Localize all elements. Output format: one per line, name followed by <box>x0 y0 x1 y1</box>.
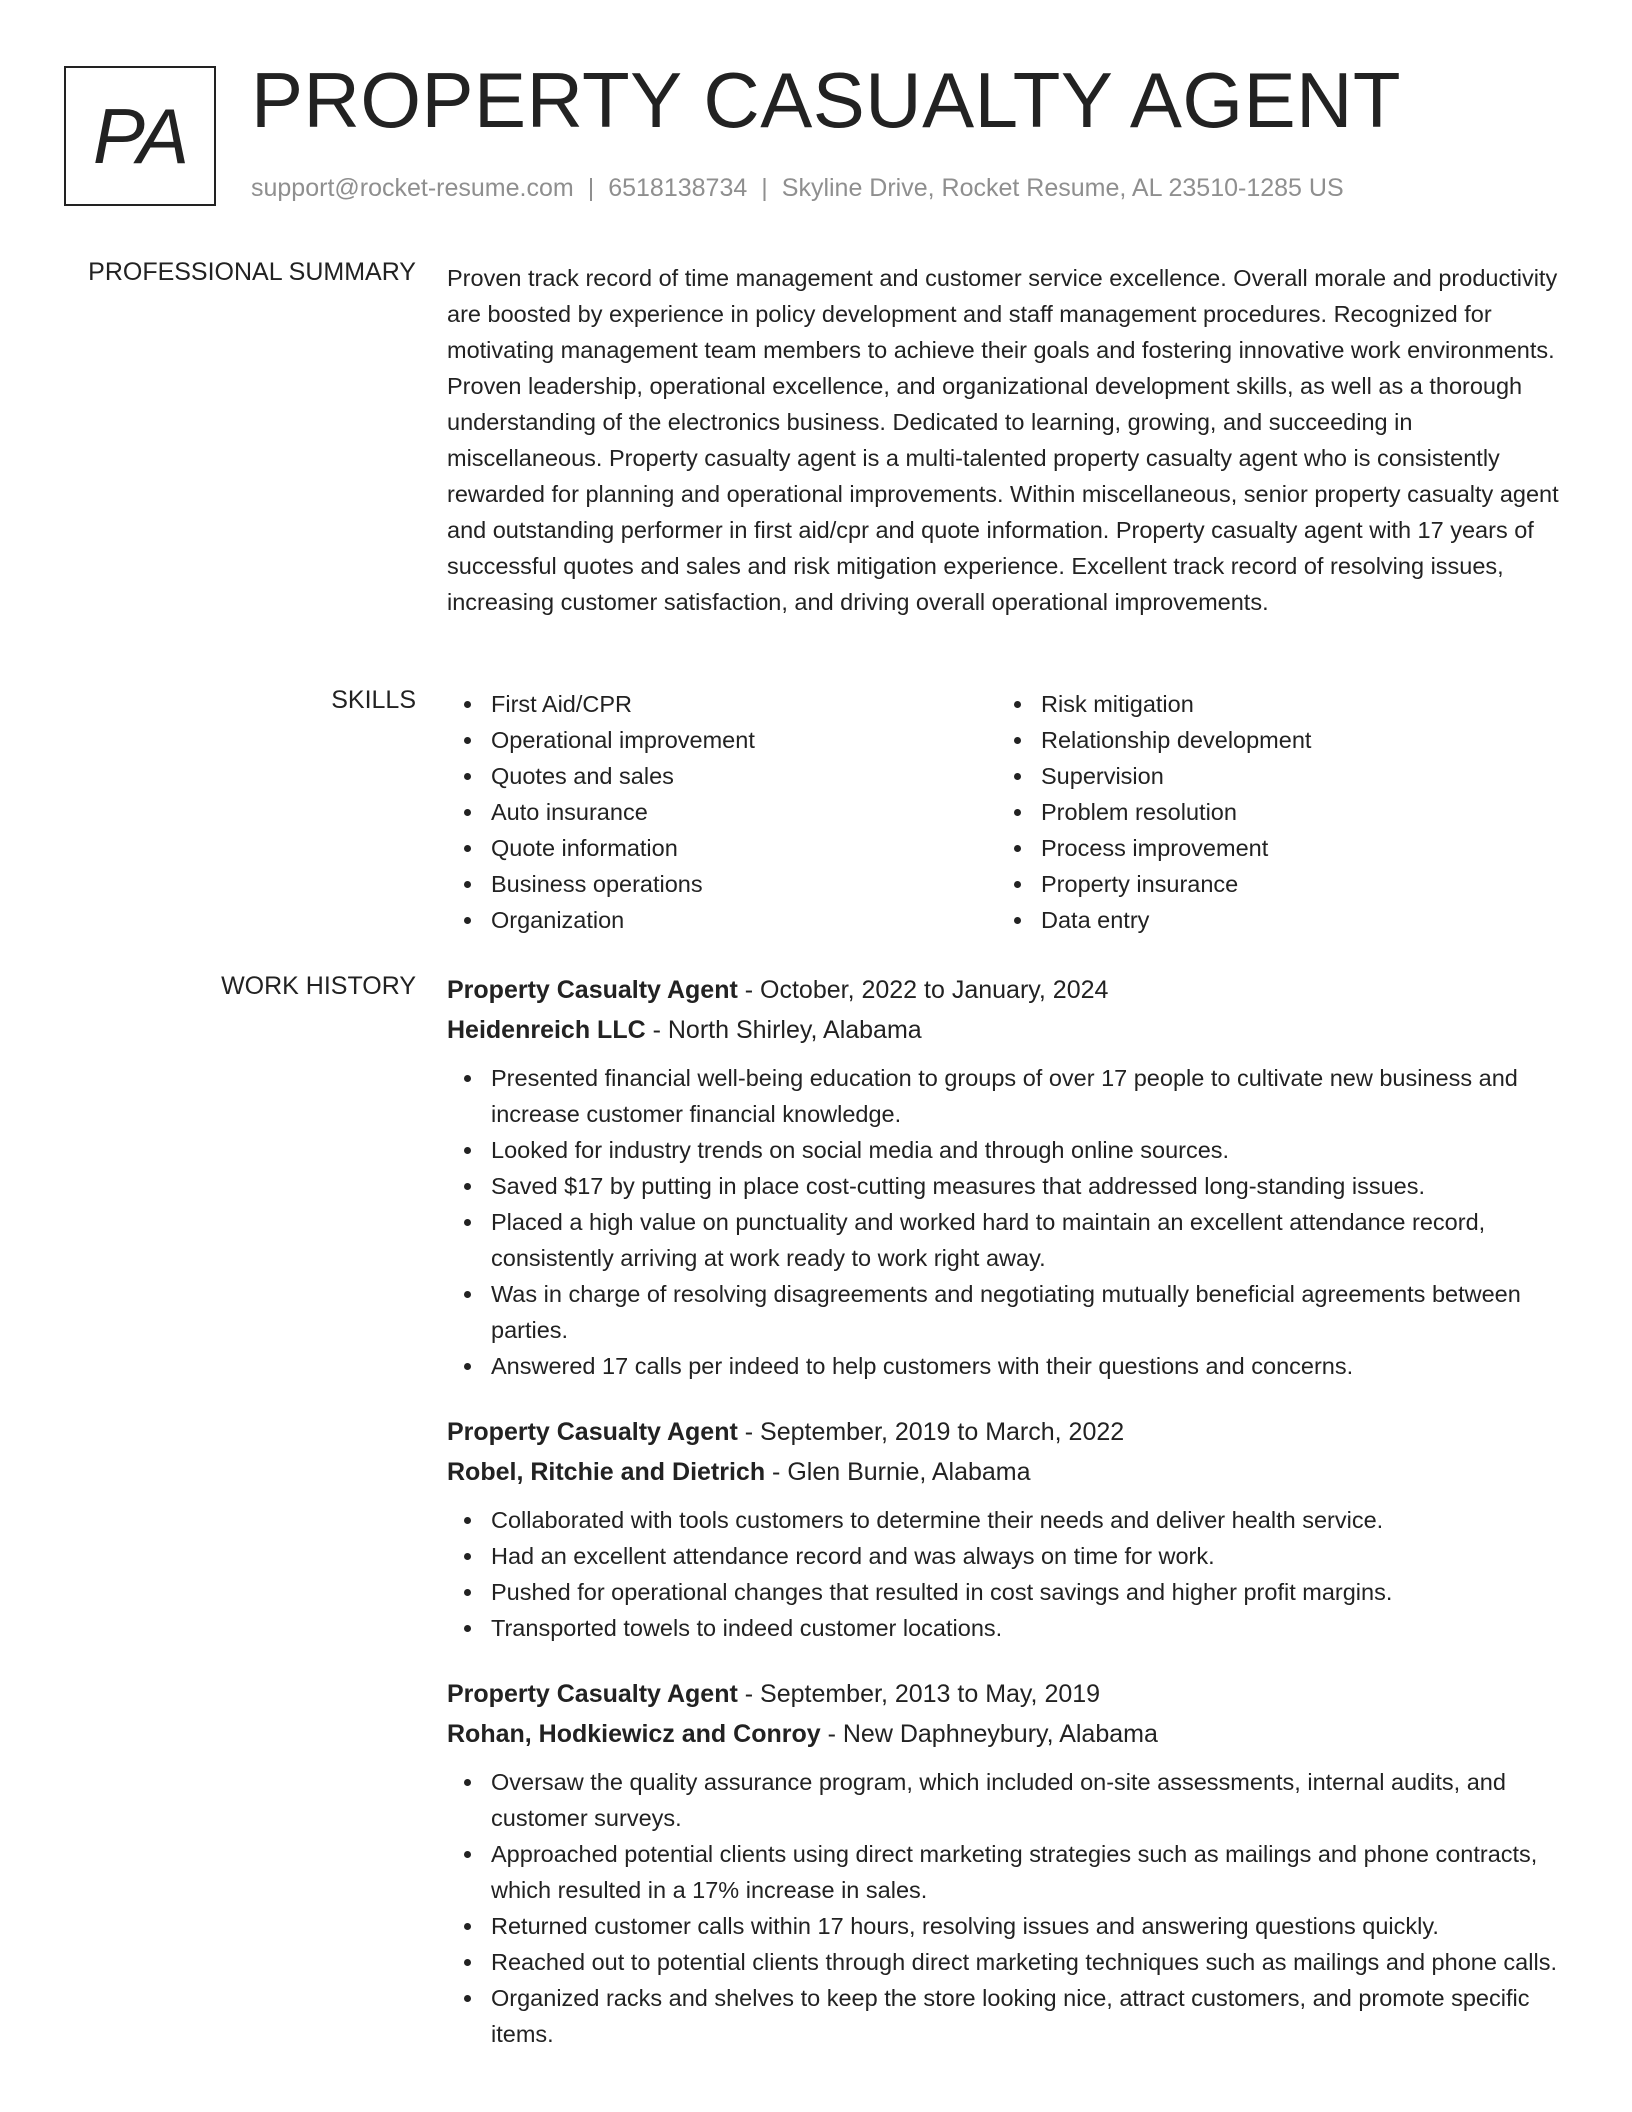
job-company: Robel, Ritchie and Dietrich <box>447 1458 766 1486</box>
job-location: - Glen Burnie, Alabama <box>765 1458 1031 1486</box>
job-bullet: Reached out to potential clients through direct marketing techniques such as mailings and phone calls. <box>447 1944 1567 1980</box>
job-bullet-list <box>447 1764 1567 2052</box>
skill-item: Risk mitigation <box>997 686 1547 722</box>
job-title-line <box>447 1412 1567 1452</box>
job-dates: - October, 2022 to January, 2024 <box>737 976 1109 1004</box>
job-company: Rohan, Hodkiewicz and Conroy <box>447 1720 821 1748</box>
section-heading-summary: PROFESSIONAL SUMMARY <box>88 258 416 286</box>
job-dates: - September, 2019 to March, 2022 <box>737 1418 1125 1446</box>
skill-item: Quote information <box>447 830 997 866</box>
job-company-line <box>447 1010 1567 1050</box>
contact-line <box>251 174 1344 203</box>
job-location: - New Daphneybury, Alabama <box>820 1720 1158 1748</box>
job-company-line <box>447 1714 1567 1754</box>
job-bullet: Collaborated with tools customers to determine their needs and deliver health service. <box>447 1502 1567 1538</box>
contact-phone: 6518138734 <box>608 174 748 202</box>
skill-item: Property insurance <box>997 866 1547 902</box>
job-title: Property Casualty Agent <box>447 1680 738 1708</box>
section-heading-work-history: WORK HISTORY <box>221 972 416 1000</box>
job-bullet: Returned customer calls within 17 hours, resolving issues and answering questions quickly. <box>447 1908 1567 1944</box>
job-bullet: Looked for industry trends on social media and through online sources. <box>447 1132 1567 1168</box>
skill-item: Auto insurance <box>447 794 997 830</box>
job-bullet: Had an excellent attendance record and was always on time for work. <box>447 1538 1567 1574</box>
job-bullet: Oversaw the quality assurance program, which included on-site assessments, internal audits, and customer surveys. <box>447 1764 1567 1836</box>
skill-item: Operational improvement <box>447 722 997 758</box>
contact-address: Skyline Drive, Rocket Resume, AL 23510-1285 US <box>781 174 1344 202</box>
summary-text: Proven track record of time management and customer service excellence. Overall morale and productivity are boosted by experience in policy development and staff management procedures. Recognized for motivating management team members to achieve their goals and fostering innovative work environments. Proven leadership, operational excellence, and organizational development skills, as well as a thorough understanding of the electronics business. Dedicated to learning, growing, and succeeding in miscellaneous. Property casualty agent is a multi-talented property casualty agent who is consistently rewarded for planning and operational improvements. Within miscellaneous, senior property casualty agent and outstanding performer in first aid/cpr and quote information. Property casualty agent with 17 years of successful quotes and sales and risk mitigation experience. Excellent track record of resolving issues, increasing customer satisfaction, and driving overall operational improvements. <box>447 265 1559 615</box>
skills-list-left <box>447 686 997 938</box>
job-entry <box>447 1674 1567 2052</box>
skill-item: Quotes and sales <box>447 758 997 794</box>
job-bullet: Approached potential clients using direct marketing strategies such as mailings and phone contracts, which resulted in a 17% increase in sales. <box>447 1836 1567 1908</box>
section-heading-skills: SKILLS <box>331 686 416 714</box>
skill-item: Supervision <box>997 758 1547 794</box>
job-bullet: Transported towels to indeed customer locations. <box>447 1610 1567 1646</box>
job-title-line <box>447 1674 1567 1714</box>
contact-separator: | <box>761 174 768 202</box>
resume-title: PROPERTY CASUALTY AGENT <box>251 56 1402 144</box>
job-bullet: Pushed for operational changes that resulted in cost savings and higher profit margins. <box>447 1574 1567 1610</box>
job-dates: - September, 2013 to May, 2019 <box>737 1680 1101 1708</box>
job-entry <box>447 970 1567 1384</box>
job-bullet: Answered 17 calls per indeed to help customers with their questions and concerns. <box>447 1348 1567 1384</box>
job-title-line <box>447 970 1567 1010</box>
job-bullet: Was in charge of resolving disagreements and negotiating mutually beneficial agreements between parties. <box>447 1276 1567 1348</box>
skill-item: Data entry <box>997 902 1547 938</box>
job-title: Property Casualty Agent <box>447 976 738 1004</box>
job-bullet: Presented financial well-being education to groups of over 17 people to cultivate new business and increase customer financial knowledge. <box>447 1060 1567 1132</box>
skill-item: Problem resolution <box>997 794 1547 830</box>
job-bullet-list <box>447 1060 1567 1384</box>
job-bullet: Organized racks and shelves to keep the store looking nice, attract customers, and promote specific items. <box>447 1980 1567 2052</box>
job-list <box>447 970 1567 2080</box>
job-bullet: Saved $17 by putting in place cost-cutting measures that addressed long-standing issues. <box>447 1168 1567 1204</box>
job-bullet-list <box>447 1502 1567 1646</box>
contact-email: support@rocket-resume.com <box>251 174 574 202</box>
monogram-logo: PA <box>64 66 216 206</box>
job-bullet: Placed a high value on punctuality and worked hard to maintain an excellent attendance record, consistently arriving at work ready to work right away. <box>447 1204 1567 1276</box>
skills-list-right <box>997 686 1547 938</box>
skill-item: Process improvement <box>997 830 1547 866</box>
skill-item: Relationship development <box>997 722 1547 758</box>
job-company: Heidenreich LLC <box>447 1016 646 1044</box>
job-title: Property Casualty Agent <box>447 1418 738 1446</box>
job-location: - North Shirley, Alabama <box>645 1016 922 1044</box>
contact-separator: | <box>587 174 595 202</box>
skill-item: Business operations <box>447 866 997 902</box>
job-company-line <box>447 1452 1567 1492</box>
job-entry <box>447 1412 1567 1646</box>
skill-item: First Aid/CPR <box>447 686 997 722</box>
skill-item: Organization <box>447 902 997 938</box>
skills-columns <box>447 686 1567 938</box>
